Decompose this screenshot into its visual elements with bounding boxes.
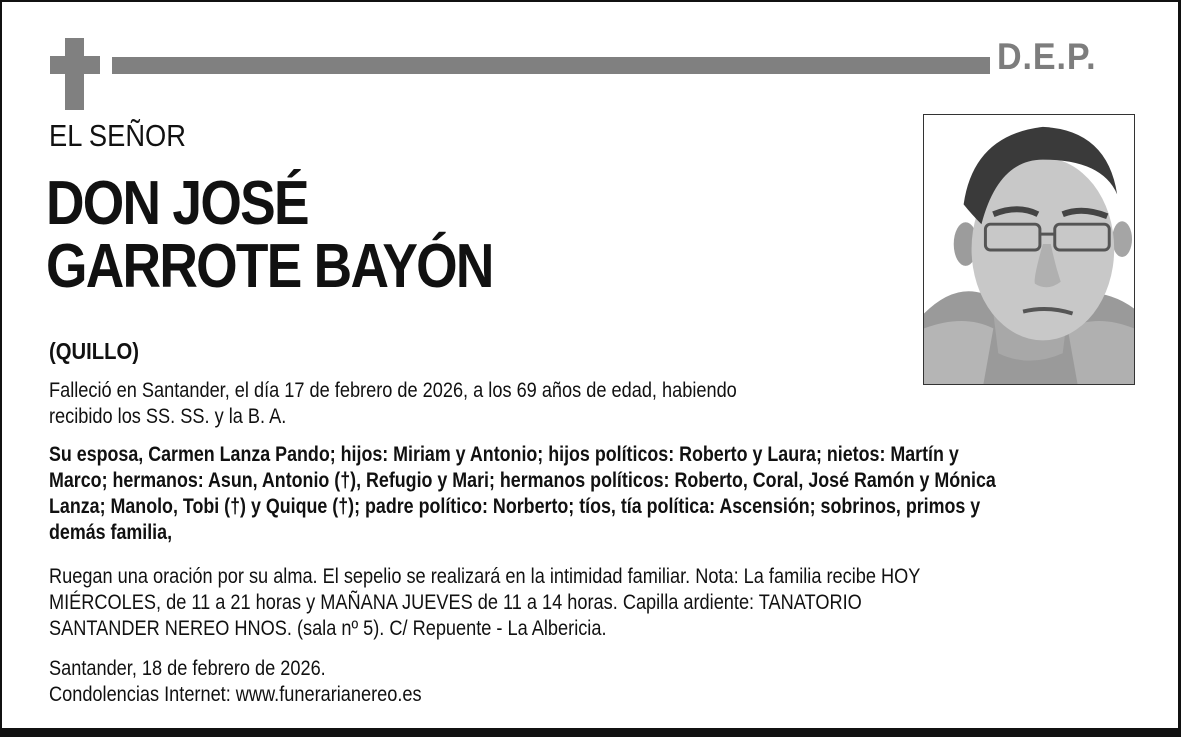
portrait-icon bbox=[924, 115, 1134, 384]
text-line: Ruegan una oración por su alma. El sepelio se realizará en la intimidad familiar. Nota: La familia recibe HOY bbox=[49, 565, 921, 588]
text-line: demás familia, bbox=[49, 521, 173, 544]
name-line-2: GARROTE BAYÓN bbox=[46, 232, 493, 301]
text-line: Falleció en Santander, el día 17 de febrero de 2026, a los 69 años de edad, habiendo bbox=[49, 379, 737, 402]
footer bbox=[49, 656, 422, 708]
cross-icon bbox=[65, 38, 84, 110]
text-line: Lanza; Manolo, Tobi (†) y Quique (†); padre político: Norberto; tíos, tía política: Ascensión; sobrinos, primos y bbox=[49, 495, 981, 518]
family-paragraph bbox=[49, 442, 996, 546]
condolences-link[interactable]: Condolencias Internet: www.funerarianereo.es bbox=[49, 683, 422, 706]
dep-label: D.E.P. bbox=[997, 36, 1097, 77]
death-notice-paragraph bbox=[49, 378, 737, 430]
pre-title: EL SEÑOR bbox=[49, 118, 186, 153]
deceased-name bbox=[46, 169, 493, 301]
cross-icon-arm bbox=[50, 56, 100, 74]
text-line: Su esposa, Carmen Lanza Pando; hijos: Miriam y Antonio; hijos políticos: Roberto y Laura; nietos: Martín y bbox=[49, 443, 959, 466]
text-line: MIÉRCOLES, de 11 a 21 horas y MAÑANA JUEVES de 11 a 14 horas. Capilla ardiente: TANATORIO bbox=[49, 591, 862, 614]
text-line: Marco; hermanos: Asun, Antonio (†), Refugio y Mari; hermanos políticos: Roberto, Coral, José Ramón y Mónica bbox=[49, 469, 996, 492]
text-line: recibido los SS. SS. y la B. A. bbox=[49, 405, 287, 428]
name-line-1: DON JOSÉ bbox=[46, 169, 308, 238]
header-rule bbox=[112, 57, 990, 74]
place-date: Santander, 18 de febrero de 2026. bbox=[49, 657, 326, 680]
text-line: SANTANDER NEREO HNOS. (sala nº 5). C/ Repuente - La Albericia. bbox=[49, 617, 607, 640]
portrait-photo bbox=[923, 114, 1135, 385]
service-paragraph bbox=[49, 564, 920, 642]
nickname: (QUILLO) bbox=[49, 338, 139, 364]
